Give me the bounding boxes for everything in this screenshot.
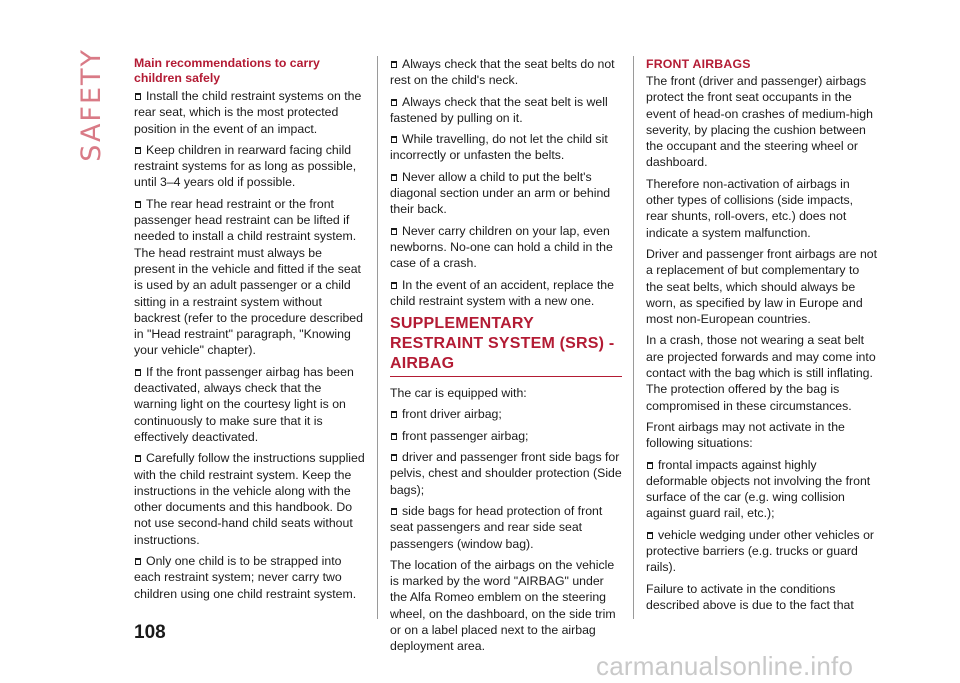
list-item: The rear head restraint or the front passenger head restraint can be lifted if needed to install a child restraint system. The head restraint must always be present in the vehicle and fitted if the seat is used by an adult passenger or a child sitting in a restraint system without backrest (refer to the procedure described in "Head restraint" paragraph, "Knowing your vehicle" chapter). bbox=[134, 196, 363, 358]
list-item: front passenger airbag; bbox=[390, 428, 622, 444]
list-item: frontal impacts against highly deformable objects not involving the front surface of the car (e.g. wing collision against guard rail, etc.); bbox=[646, 457, 871, 521]
section-tab: SAFETY bbox=[76, 48, 107, 162]
airbag-location-paragraph: The location of the airbags on the vehicle is marked by the word "AIRBAG" under the Alfa Romeo emblem on the steering wheel, on the dashboard, on the side trim or on a label placed next to the airbag deployment area. bbox=[390, 557, 616, 654]
paragraph: Failure to activate in the conditions described above is due to the fact that bbox=[646, 581, 854, 612]
bullet-box-icon bbox=[391, 228, 397, 235]
paragraph: Driver and passenger front airbags are not a replacement of but complementary to the seat belts, which should always be worn, as specified by law in Europe and most non-European countries. bbox=[646, 246, 878, 327]
paragraph: Front airbags may not activate in the following situations: bbox=[646, 419, 845, 451]
list-item: Install the child restraint systems on the rear seat, which is the most protected position in the event of an impact. bbox=[134, 89, 362, 136]
list-item: Only one child is to be strapped into each restraint system; never carry two children using one child restraint system. bbox=[134, 554, 357, 601]
watermark: carmanualsonline.info bbox=[596, 651, 854, 681]
bullet-box-icon bbox=[391, 508, 397, 515]
bullet-box-icon bbox=[647, 532, 653, 539]
bullet-box-icon bbox=[391, 454, 397, 461]
bullet-box-icon bbox=[391, 433, 397, 440]
list-item: While travelling, do not let the child sit incorrectly or unfasten the belts. bbox=[390, 132, 608, 163]
list-item: Always check that the seat belt is well fastened by pulling on it. bbox=[390, 94, 608, 125]
page-number: 108 bbox=[134, 622, 166, 643]
column-divider bbox=[377, 56, 378, 619]
column-1 bbox=[134, 56, 366, 607]
paragraph: The front (driver and passenger) airbags protect the front seat occupants in the event of head-on crashes of medium-high severity, by placing the cushion between the occupant and the steering wheel or dashboard. bbox=[646, 74, 873, 170]
bullet-box-icon bbox=[647, 462, 653, 469]
list-item: driver and passenger front side bags for pelvis, chest and shoulder protection (Side bags); bbox=[390, 450, 622, 497]
intro-text: The car is equipped with: bbox=[390, 386, 527, 401]
bullet-box-icon bbox=[135, 93, 141, 100]
list-item: side bags for head protection of front seat passengers and rear side seat passengers (window bag). bbox=[390, 503, 603, 551]
column-3 bbox=[646, 56, 878, 618]
bullet-box-icon bbox=[391, 282, 397, 289]
bullet-box-icon bbox=[135, 147, 141, 154]
section-heading-srs-airbag: SUPPLEMENTARY RESTRAINT SYSTEM (SRS) - AIRBAG bbox=[390, 314, 622, 377]
bullet-box-icon bbox=[135, 558, 141, 565]
column-2 bbox=[390, 56, 622, 660]
bullet-box-icon bbox=[135, 455, 141, 462]
list-item: Always check that the seat belts do not rest on the child's neck. bbox=[390, 57, 615, 88]
list-item: If the front passenger airbag has been deactivated, always check that the warning light on the courtesy light is on continuously to make sure that it is effectively deactivated. bbox=[134, 364, 354, 444]
paragraph: In a crash, those not wearing a seat belt are projected forwards and may come into contact with the bag which is still inflating. The protection offered by the bag is compromised in these circumstances. bbox=[646, 333, 876, 413]
bullet-box-icon bbox=[391, 99, 397, 106]
bullet-box-icon bbox=[135, 369, 141, 376]
list-item: Never allow a child to put the belt's diagonal section under an arm or behind their back. bbox=[390, 169, 611, 217]
subheading-child-safety: Main recommendations to carry children safely bbox=[134, 56, 320, 85]
bullet-box-icon bbox=[391, 411, 397, 418]
list-item: In the event of an accident, replace the child restraint system with a new one. bbox=[390, 277, 614, 308]
paragraph: Therefore non-activation of airbags in other types of collisions (side impacts, rear shunts, roll-overs, etc.) does not indicate a system malfunction. bbox=[646, 176, 854, 240]
bullet-box-icon bbox=[391, 174, 397, 181]
list-item: front driver airbag; bbox=[390, 406, 622, 422]
column-divider bbox=[633, 56, 634, 619]
subheading-front-airbags: FRONT AIRBAGS bbox=[646, 57, 751, 71]
bullet-box-icon bbox=[391, 61, 397, 68]
list-item: vehicle wedging under other vehicles or protective barriers (e.g. trucks or guard rails). bbox=[646, 527, 875, 575]
bullet-box-icon bbox=[135, 201, 141, 208]
bullet-box-icon bbox=[391, 136, 397, 143]
list-item: Carefully follow the instructions supplied with the child restraint system. Keep the instructions in the vehicle along with the other documents and this handbook. Do not use second-hand child seats without instructions. bbox=[134, 451, 365, 547]
list-item: Keep children in rearward facing child restraint systems for as long as possible, until 3–4 years old if possible. bbox=[134, 142, 357, 190]
list-item: Never carry children on your lap, even newborns. No-one can hold a child in the case of a crash. bbox=[390, 223, 613, 271]
